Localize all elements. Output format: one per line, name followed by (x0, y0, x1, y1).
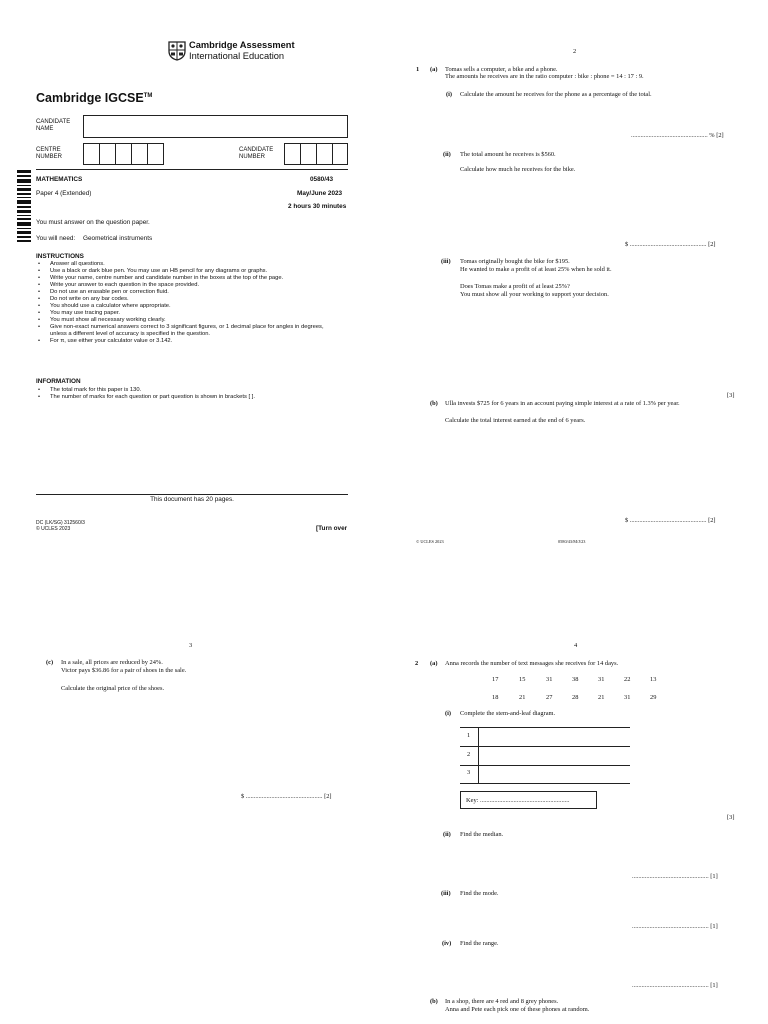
question-text: Anna records the number of text messages she receives for 14 days. (445, 660, 619, 667)
page-number: 4 (574, 642, 578, 649)
key-label: Key: ........................................................ (466, 797, 570, 804)
duration: 2 hours 30 minutes (288, 203, 347, 210)
subpart-label: (ii) (443, 831, 451, 838)
page-2 (384, 0, 768, 544)
question-text: Tomas originally bought the bike for $195. (460, 258, 570, 265)
question-text: He wanted to make a profit of at least 25% when he sold it. (460, 266, 612, 273)
subpart-label: (i) (446, 91, 453, 98)
stem-and-leaf-diagram[interactable] (460, 727, 630, 784)
question-text: You must show all your working to support your decision. (460, 291, 609, 298)
answer-line[interactable]: ................................................ % [2] (631, 132, 724, 139)
subpart-label: (i) (445, 710, 452, 717)
stem-value: 1 (467, 732, 471, 739)
page-3 (0, 560, 384, 1024)
part-label: (a) (430, 66, 438, 73)
turn-over: [Turn over (316, 525, 348, 532)
page1-footer (36, 520, 85, 532)
mark: [3] (727, 814, 735, 821)
page-number: 2 (573, 48, 577, 55)
answer-line[interactable]: ................................................ [1] (632, 923, 718, 930)
instruction-item: • You may use tracing paper. (36, 310, 336, 317)
data-value: 31 (546, 676, 553, 683)
logo-line-2: International Education (189, 51, 285, 61)
data-value: 21 (519, 694, 526, 701)
page-4 (384, 560, 768, 1024)
instruction-item: • You must show all necessary working clearly. (36, 317, 336, 324)
page-number: 3 (189, 642, 193, 649)
part-label: (c) (46, 659, 54, 666)
question-text: In a shop, there are 4 red and 8 grey phones. (445, 998, 559, 1005)
question-text: Complete the stem-and-leaf diagram. (460, 710, 556, 717)
subject-rule (36, 169, 348, 170)
answer-line[interactable]: ................................................ [1] (632, 982, 718, 989)
centre-digit-box[interactable] (99, 143, 116, 165)
data-value: 22 (624, 676, 631, 683)
question-text: In a sale, all prices are reduced by 24%. (61, 659, 163, 666)
footer-code: DC (LK/SG) 312560/3 (36, 520, 85, 526)
instructions-list (36, 261, 336, 345)
question-text: The amounts he receives are in the ratio computer : bike : phone = 14 : 17 : 9. (445, 73, 644, 80)
data-value: 28 (572, 694, 579, 701)
footer-copyright: © UCLES 2023 (36, 526, 71, 532)
question-text: Ulla invests $725 for 6 years in an account paying simple interest at a rate of 1.3% per year. (445, 400, 680, 407)
barcode (17, 170, 31, 242)
candidate-number-label (239, 147, 273, 161)
footer-copyright: © UCLES 2023 (416, 539, 444, 544)
question-text: Calculate the amount he receives for the phone as a percentage of the total. (460, 91, 652, 98)
question-number: 1 (416, 66, 420, 73)
answer-line[interactable]: $ ................................................ [2] (625, 517, 716, 524)
candidate-number-field[interactable] (284, 143, 348, 165)
centre-digit-box[interactable] (115, 143, 132, 165)
candidate-name-field[interactable] (83, 115, 348, 138)
candidate-name-label-2: NAME (36, 126, 54, 132)
will-need-label: You will need: (36, 235, 76, 242)
question-text: Calculate the total interest earned at the end of 6 years. (445, 417, 586, 424)
data-value: 15 (519, 676, 526, 683)
centre-number-label (36, 147, 62, 161)
candidate-digit-box[interactable] (316, 143, 333, 165)
question-text: Does Tomas make a profit of at least 25%? (460, 283, 570, 290)
data-value: 31 (624, 694, 631, 701)
subpart-label: (ii) (443, 151, 451, 158)
data-value: 29 (650, 694, 657, 701)
part-label: (b) (430, 400, 438, 407)
pages-note: This document has 20 pages. (150, 496, 234, 503)
answer-line[interactable]: $ ................................................ [2] (241, 793, 332, 800)
centre-digit-box[interactable] (147, 143, 164, 165)
candidate-number-label-1: CANDIDATE (239, 147, 274, 153)
logo-line-1: Cambridge Assessment (189, 40, 295, 50)
question-text: The total amount he receives is $560. (460, 151, 556, 158)
candidate-name-label (36, 119, 70, 133)
data-value: 18 (492, 694, 499, 701)
trademark: TM (143, 92, 153, 99)
centre-digit-box[interactable] (83, 143, 100, 165)
candidate-name-label-1: CANDIDATE (36, 119, 71, 125)
answer-line[interactable]: ................................................ [1] (632, 873, 718, 880)
instruction-item: • Give non-exact numerical answers correct to 3 significant figures, or 1 decimal place for angles in degrees, unless a different level of accuracy is specified in the question. (36, 324, 336, 338)
question-text: Find the range. (460, 940, 499, 947)
data-value: 38 (572, 676, 579, 683)
qualification-title (36, 91, 152, 105)
will-need-value: Geometrical instruments (83, 235, 153, 242)
centre-number-label-2: NUMBER (36, 154, 63, 160)
key-field[interactable] (460, 791, 597, 809)
subpart-label: (iii) (441, 258, 451, 265)
centre-digit-box[interactable] (131, 143, 148, 165)
footer-code: 0580/43/M/J/23 (558, 539, 586, 544)
subpart-label: (iv) (442, 940, 452, 947)
stem-value: 2 (467, 751, 471, 758)
question-text: Calculate how much he receives for the bike. (460, 166, 576, 173)
instruction-item: • Write your name, centre number and candidate number in the boxes at the top of the page. (36, 275, 336, 282)
instruction-item: • Write your answer to each question in the space provided. (36, 282, 336, 289)
instruction-item: • Do not write on any bar codes. (36, 296, 336, 303)
candidate-digit-box[interactable] (332, 143, 348, 165)
part-label: (a) (430, 660, 438, 667)
instructions-heading: INSTRUCTIONS (36, 253, 84, 260)
centre-number-label-1: CENTRE (36, 147, 61, 153)
data-value: 27 (546, 694, 553, 701)
information-heading: INFORMATION (36, 378, 81, 385)
information-list (36, 387, 336, 401)
session: May/June 2023 (297, 190, 343, 197)
answer-line[interactable]: $ ................................................ [2] (625, 241, 716, 248)
must-answer-note: You must answer on the question paper. (36, 219, 150, 226)
question-number: 2 (415, 660, 419, 667)
crest-icon (168, 41, 186, 61)
data-value: 21 (598, 694, 605, 701)
paper-code: 0580/43 (310, 176, 334, 183)
instruction-item: • Do not use an erasable pen or correction fluid. (36, 289, 336, 296)
instruction-item: • For π, use either your calculator value or 3.142. (36, 338, 336, 345)
subject: MATHEMATICS (36, 176, 83, 183)
candidate-number-label-2: NUMBER (239, 154, 266, 160)
centre-number-field[interactable] (83, 143, 163, 165)
page-1 (0, 0, 384, 540)
data-value: 31 (598, 676, 605, 683)
footer-rule (36, 494, 348, 495)
candidate-digit-box[interactable] (300, 143, 317, 165)
question-text: Victor pays $36.86 for a pair of shoes in the sale. (61, 667, 187, 674)
question-text: Find the mode. (460, 890, 499, 897)
data-value: 13 (650, 676, 657, 683)
question-text: Anna and Pete each pick one of these phones at random. (445, 1006, 590, 1013)
question-text: Calculate the original price of the shoes. (61, 685, 165, 692)
part-label: (b) (430, 998, 438, 1005)
cambridge-logo (168, 40, 298, 64)
subpart-label: (iii) (441, 890, 451, 897)
information-item: • The total mark for this paper is 130. (36, 387, 336, 394)
question-text: Find the median. (460, 831, 504, 838)
instruction-item: • You should use a calculator where appropriate. (36, 303, 336, 310)
candidate-digit-box[interactable] (284, 143, 301, 165)
stem-value: 3 (467, 769, 471, 776)
information-item: • The number of marks for each question or part question is shown in brackets [ ]. (36, 394, 336, 401)
question-text: Tomas sells a computer, a bike and a phone. (445, 66, 558, 73)
qualification-text: Cambridge IGCSE (36, 91, 144, 105)
data-value: 17 (492, 676, 499, 683)
paper-name: Paper 4 (Extended) (36, 190, 92, 197)
mark: [3] (727, 392, 735, 399)
instruction-item: • Use a black or dark blue pen. You may use an HB pencil for any diagrams or graphs. (36, 268, 336, 275)
instruction-item: • Answer all questions. (36, 261, 336, 268)
